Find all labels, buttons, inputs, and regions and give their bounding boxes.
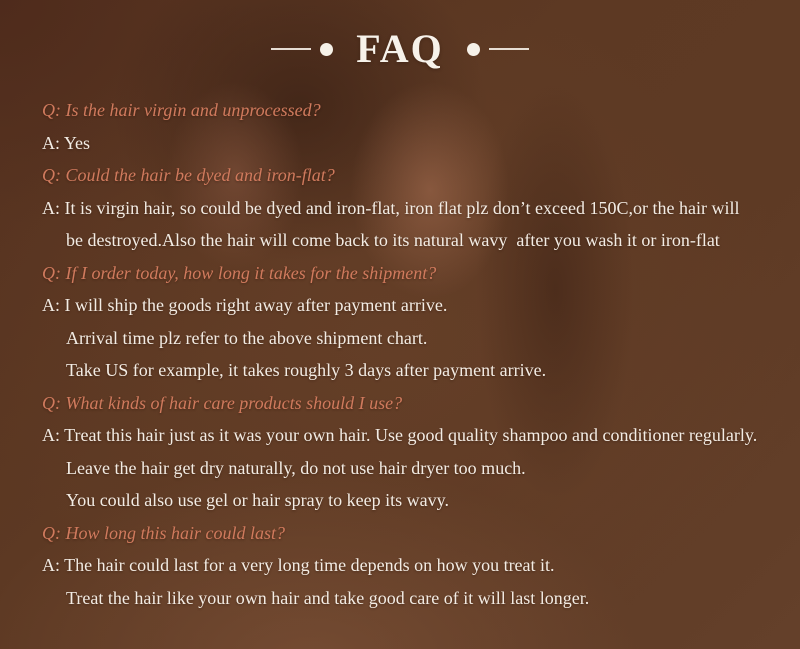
faq-item: [42, 387, 758, 517]
question-line: Q: How long this hair could last?: [42, 522, 286, 543]
ornament-right-dot: [467, 43, 480, 56]
answer-line: A: The hair could last for a very long time depends on how you treat it.: [42, 555, 555, 575]
answer-line: A: It is virgin hair, so could be dyed and iron-flat, iron flat plz don’t exceed 150C,or the hair will: [42, 197, 740, 218]
question-line: Q: Could the hair be dyed and iron-flat?: [42, 165, 335, 185]
answer-line: You could also use gel or hair spray to keep its wavy.: [66, 490, 449, 510]
answer-line: A: I will ship the goods right away after payment arrive.: [42, 295, 448, 315]
faq-item: [42, 517, 758, 615]
faq-header: [0, 0, 800, 72]
ornament-left-dot: [320, 43, 333, 56]
answer-line: Take US for example, it takes roughly 3 days after payment arrive.: [66, 360, 547, 380]
ornament-right-line: [489, 48, 529, 50]
faq-title: FAQ: [356, 26, 444, 71]
faq-item: [42, 257, 758, 387]
answer-line: A: Treat this hair just as it was your own hair. Use good quality shampoo and conditioner regularly.: [42, 425, 758, 445]
faq-item: [42, 94, 758, 159]
answer-line: Arrival time plz refer to the above shipment chart.: [66, 327, 428, 348]
ornament-left-line: [271, 48, 311, 50]
question-line: Q: What kinds of hair care products should I use?: [42, 392, 403, 413]
question-line: Q: Is the hair virgin and unprocessed?: [42, 100, 321, 120]
answer-line: Treat the hair like your own hair and take good care of it will last longer.: [66, 587, 590, 608]
answer-line: Leave the hair get dry naturally, do not use hair dryer too much.: [66, 457, 526, 478]
faq-item: [42, 159, 758, 257]
question-line: Q: If I order today, how long it takes for the shipment?: [42, 262, 437, 283]
faq-list: [42, 94, 758, 614]
answer-line: be destroyed.Also the hair will come back to its natural wavy after you wash it or iron-flat: [66, 230, 720, 250]
answer-line: A: Yes: [42, 132, 91, 153]
